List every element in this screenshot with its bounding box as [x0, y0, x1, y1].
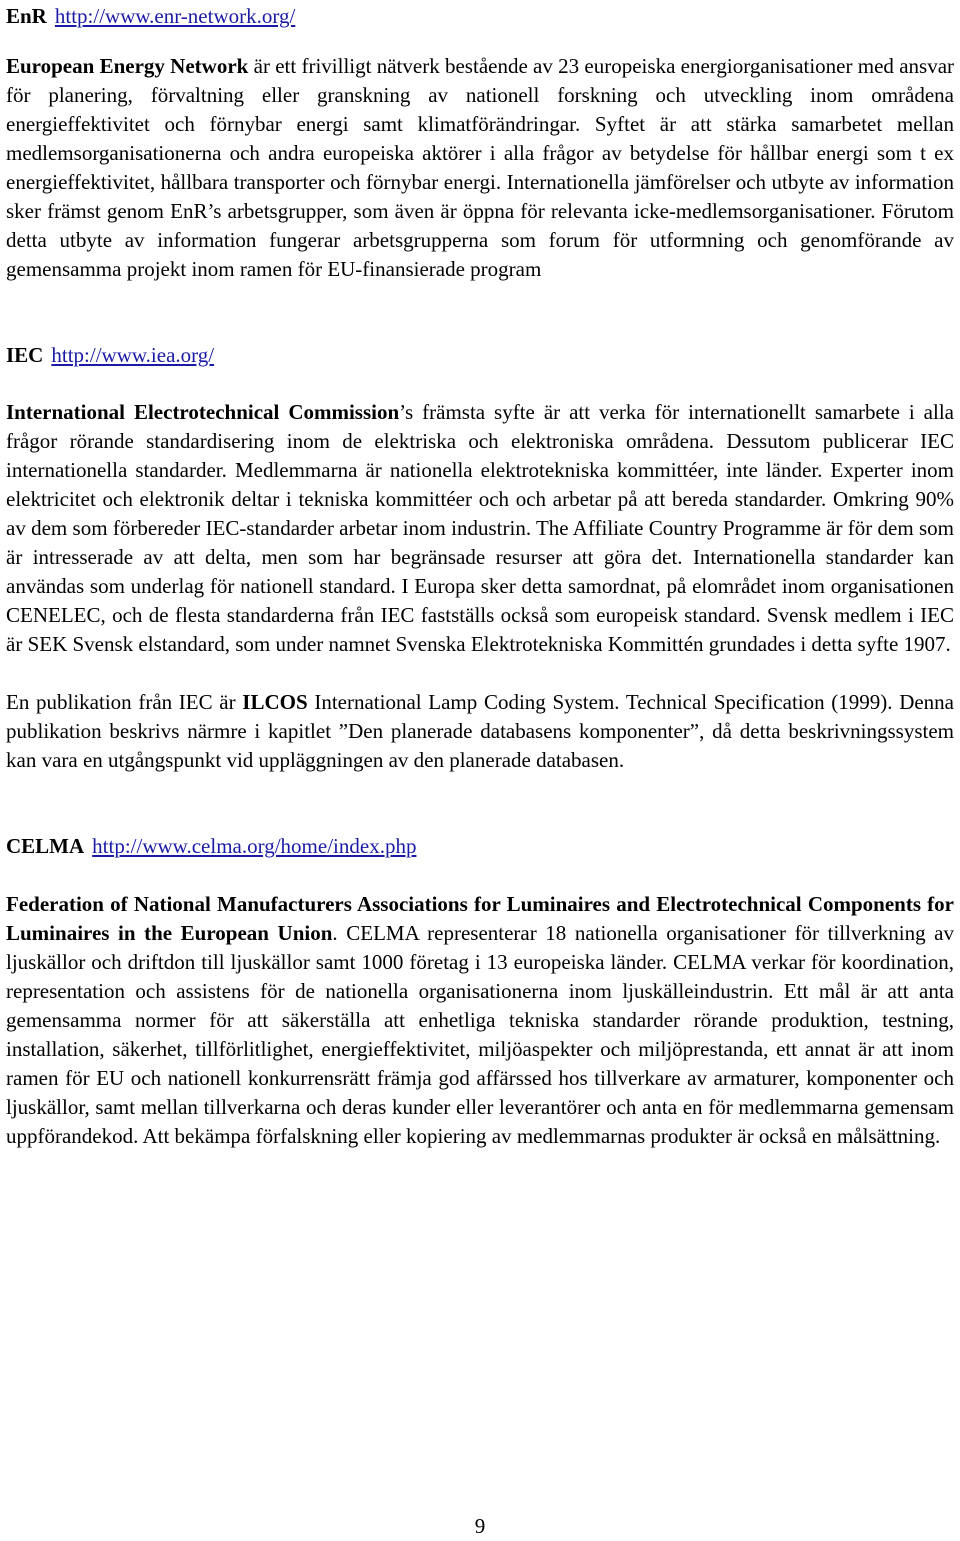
iec-link[interactable]: http://www.iea.org/ — [51, 343, 215, 367]
enr-link[interactable]: http://www.enr-network.org/ — [54, 4, 296, 28]
enr-org-name: European Energy Network — [6, 54, 249, 78]
celma-description — [6, 890, 954, 1151]
iec-text: ’s främsta syfte är att verka för internationellt samarbete i alla frågor rörande standardisering inom de elektriska och elektroniska områdena. Dessutom publicerar IEC internationella standarder. Medlemmarna är nationella elektrotekniska kommittéer, inte länder. Experter inom elektricitet och elektronik deltar i tekniska kommittéer och och arbetar på att bereda standarder. Omkring 90% av dem som förbereder IEC-standarder arbetar inom industrin. The Affiliate Country Programme är för dem som är intresserade av att delta, men som har begränsade resurser att göra det. Internationella standarder kan användas som underlag för nationell standard. I Europa sker detta samordnat, på elområdet inom organisationen CENELEC, och de flesta standarderna från IEC fastställs också som europeisk standard. Svensk medlem i IEC är SEK Svensk elstandard, som under namnet Svenska Elektrotekniska Kommittén grundades i detta syfte 1907. — [6, 400, 954, 656]
celma-org-name: Federation of National Manufacturers Associations for Luminaires and Electrotechnical Components for Luminaires in the European Union — [6, 892, 954, 945]
celma-link[interactable]: http://www.celma.org/home/index.php — [92, 834, 417, 858]
page-number: 9 — [474, 1514, 486, 1538]
celma-heading — [6, 832, 954, 861]
document-page — [6, 0, 954, 1537]
celma-text: . CELMA representerar 18 nationella organisationer för tillverkning av ljuskällor och driftdon till ljuskällor samt 1000 företag i 13 europeiska länder. CELMA verkar för koordination, representation och assistens för de nationella organisationerna inom ljuskälleindustrin. Ett mål är att anta gemensamma normer för att säkerställa att enhetliga tekniska standarder rörande produktion, testning, installation, säkerhet, tillförlitlighet, energieffektivitet, miljöaspekter och miljöprestanda, ett annat är att inom ramen för EU och nationell konkurrensrätt främja god affärssed hos tillverkare av armaturer, komponenter och ljuskällor, samt mellan tillverkarna och deras kunder eller leverantörer och anta en för medlemmarna gemensam uppförandekod. Att bekämpa förfalskning eller kopiering av medlemmarnas produkter är också en målsättning. — [6, 921, 954, 1148]
iec-description — [6, 398, 954, 659]
iec-heading — [6, 341, 954, 370]
enr-heading — [6, 2, 954, 31]
enr-description — [6, 52, 954, 284]
iec-abbreviation: IEC — [6, 343, 44, 367]
enr-text: är ett frivilligt nätverk bestående av 23 europeiska energiorganisationer med ansvar för planering, förvaltning eller granskning av nationell forskning och utveckling inom områdena energieffektivitet och förnybar energi samt klimatförändringar. Syftet är att stärka samarbetet mellan medlemsorganisationerna och andra europeiska aktörer i alla frågor av betydelse för hållbar energi som t ex energieffektivitet, hållbara transporter och förnybar energi. Internationella jämförelser och utbyte av information sker främst genom EnR’s arbetsgrupper, som även är öppna för relevanta icke-medlemsorganisationer. Förutom detta utbyte av information fungerar arbetsgrupperna som forum för utformning och genomförande av gemensamma projekt inom ramen för EU-finansierade program — [6, 54, 955, 281]
iec-ilcos-paragraph — [6, 688, 954, 775]
ilcos-intro: En publikation från IEC är — [6, 690, 243, 714]
enr-abbreviation: EnR — [6, 4, 47, 28]
ilcos-text: International Lamp Coding System. Technical Specification (1999). Denna publikation beskrivs närmre i kapitlet ”Den planerade databasens komponenter”, då detta beskrivningssystem kan vara en utgångspunkt vid uppläggningen av den planerade databasen. — [6, 690, 954, 772]
iec-org-name: International Electrotechnical Commission — [6, 400, 400, 424]
ilcos-name: ILCOS — [242, 690, 308, 714]
celma-abbreviation: CELMA — [6, 834, 85, 858]
